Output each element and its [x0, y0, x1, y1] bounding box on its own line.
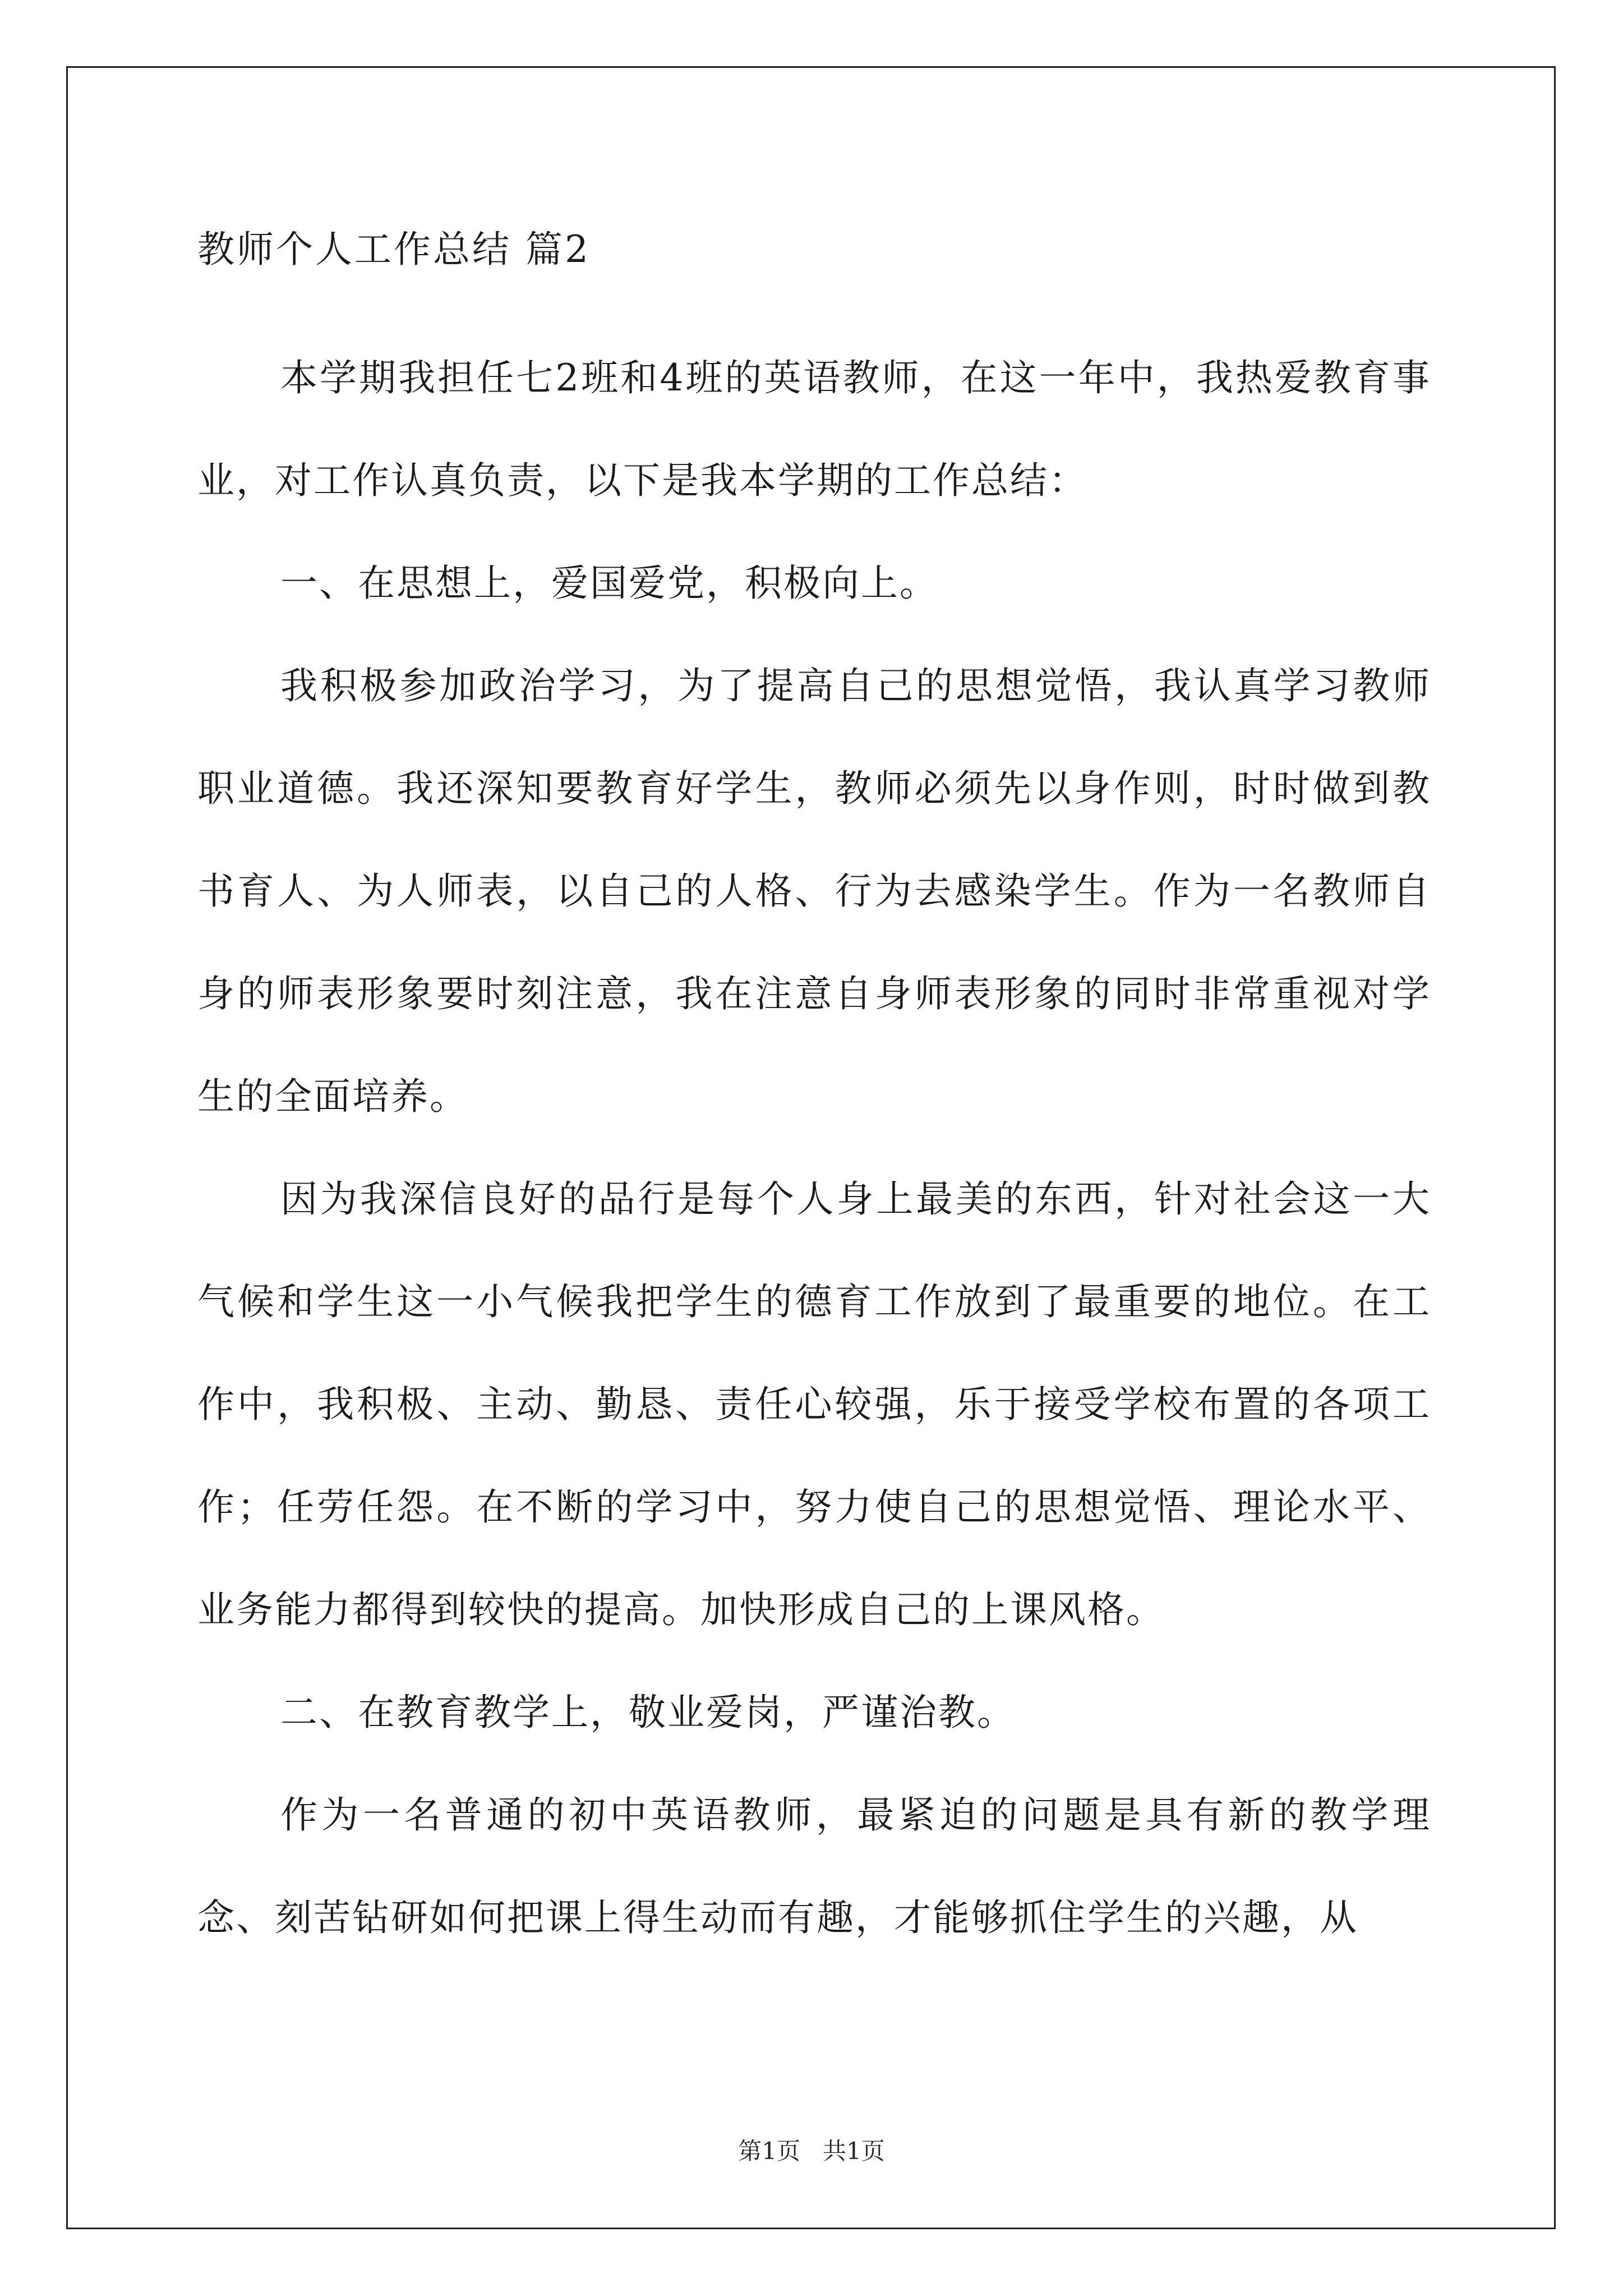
paragraph-ideology: 我积极参加政治学习，为了提高自己的思想觉悟，我认真学习教师职业道德。我还深知要教育好学生，教师必须先以身作则，时时做到教书育人、为人师表，以自己的人格、行为去感染学生。作为一名教师自身的师表形象要时刻注意，我在注意自身师表形象的同时非常重视对学生的全面培养。 — [197, 664, 1431, 1118]
page-footer: 第1页 共1页 — [738, 2137, 885, 2165]
section-heading-2: 二、在教育教学上，敬业爱岗，严谨治教。 — [280, 1691, 1016, 1734]
paragraph-teaching: 作为一名普通的初中英语教师，最紧迫的问题是具有新的教学理念、刻苦钻研如何把课上得生动而有趣，才能够抓住学生的兴趣，从 — [197, 1793, 1431, 1939]
document-body — [197, 224, 1431, 1969]
paragraph-intro: 本学期我担任七2班和4班的英语教师，在这一年中，我热爱教育事业，对工作认真负责，以下是我本学期的工作总结： — [197, 356, 1431, 502]
document-title: 教师个人工作总结 篇2 — [197, 228, 591, 271]
section-heading-1: 一、在思想上，爱国爱党，积极向上。 — [280, 562, 938, 605]
paragraph-moral-education: 因为我深信良好的品行是每个人身上最美的东西，针对社会这一大气候和学生这一小气候我把学生的德育工作放到了最重要的地位。在工作中，我积极、主动、勤恳、责任心较强，乐于接受学校布置的各项工作；任劳任怨。在不断的学习中，努力使自己的思想觉悟、理论水平、业务能力都得到较快的提高。加快形成自己的上课风格。 — [197, 1177, 1431, 1631]
